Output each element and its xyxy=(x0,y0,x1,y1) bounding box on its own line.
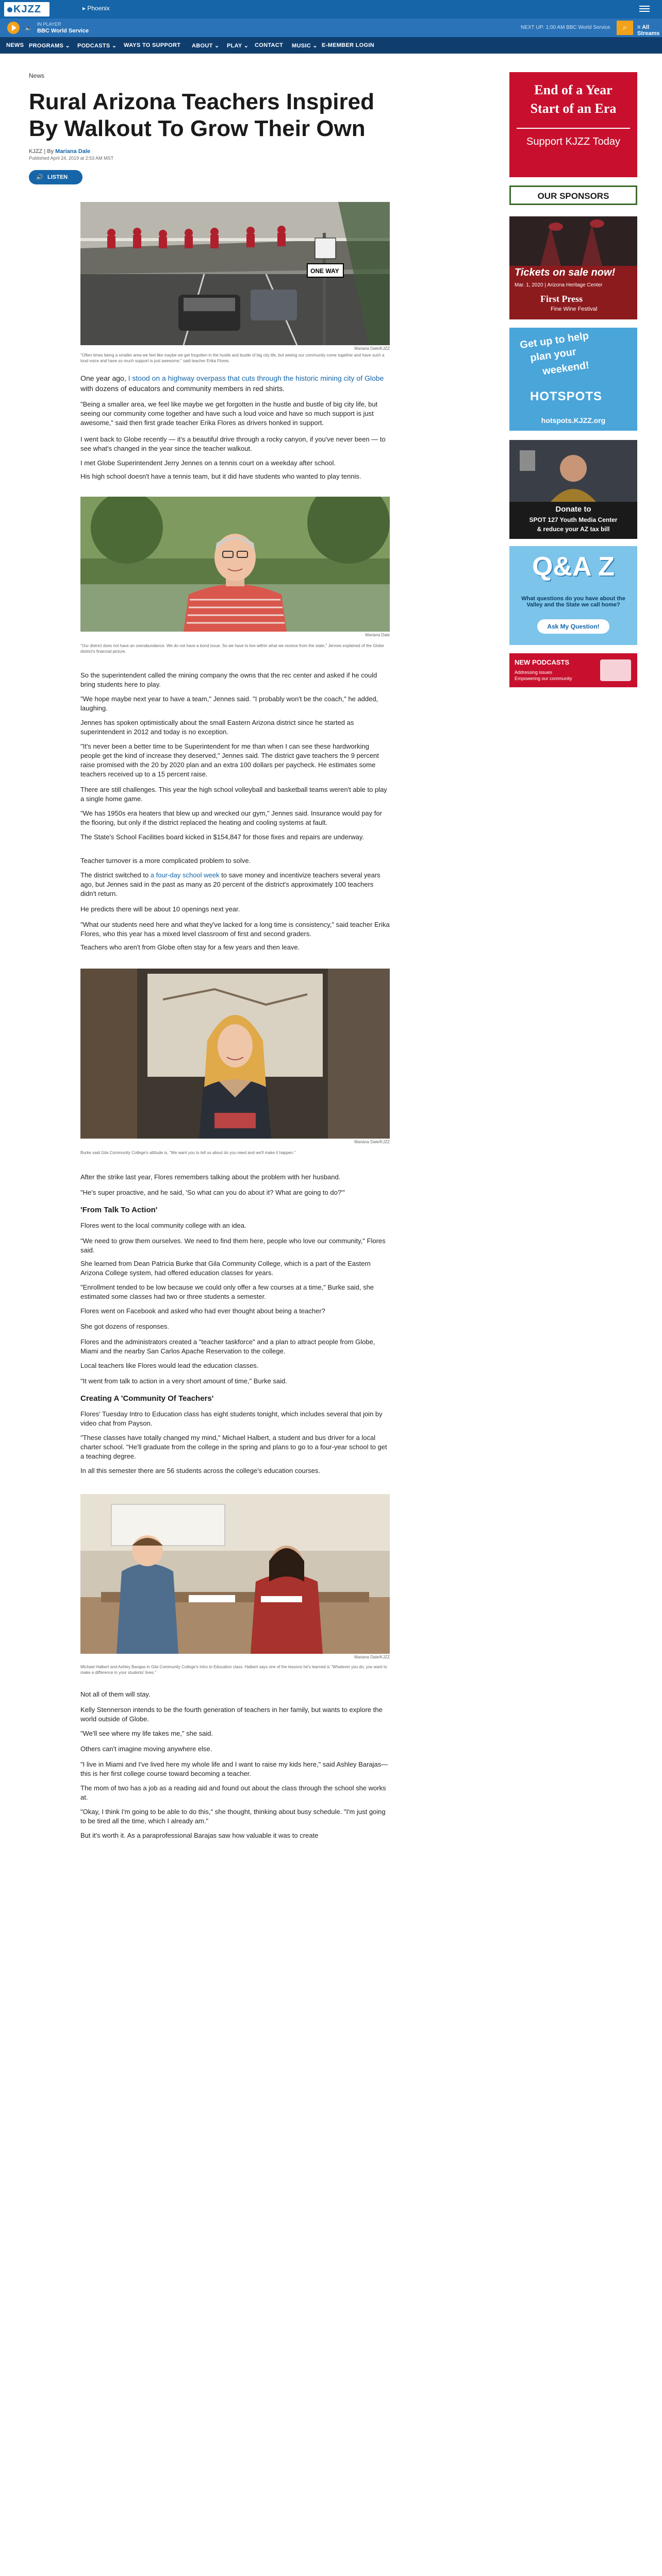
paragraph: In all this semester there are 56 students across the college's education courses. xyxy=(80,1467,320,1475)
paragraph: The mom of two has a job as a reading aid and found out about the class through the school she works at. xyxy=(80,1784,386,1801)
photo-credit: Mariana Dale xyxy=(365,633,390,637)
volume-icon[interactable]: 🔈 xyxy=(25,24,32,31)
nav-item-podcasts-label: PODCASTS xyxy=(77,43,110,49)
ad-headline: Donate to xyxy=(555,505,591,514)
photo-caption: Burke said Gila Community College's attitude is, "We want you to tell us about do you need and we'll make it happen." xyxy=(80,1150,296,1155)
logo-text: KJZZ xyxy=(13,4,41,15)
paragraph: Teacher turnover is a more complicated problem to solve. xyxy=(80,857,251,865)
section-label[interactable]: News xyxy=(29,72,45,79)
paragraph: After the strike last year, Flores remembers talking about the problem with her husband. xyxy=(80,1173,341,1181)
paragraph-pre: The district switched to xyxy=(80,871,151,879)
paragraph: But it's worth it. As a paraprofessional Barajas saw how valuable it was to create xyxy=(80,1832,319,1839)
nav-item-about[interactable]: ABOUT ⌄ xyxy=(192,43,220,49)
main-nav xyxy=(0,37,662,54)
stream-status: IN PLAYER xyxy=(37,22,61,27)
paragraph: Flores and the administrators created a "teacher taskforce" and a plan to attract people from Globe, Miami and the nearby San Carlos Apache Reservation to the college. xyxy=(80,1338,375,1355)
paragraph: "It's never been a better time to be Superintendent for me than when I can see these hardworking people get the kind of increase they deserved," Jennes said. The district gave teachers the 9 percent raise promised with the 20 by 2020 plan and an extra 100 dollars per paycheck. He estimates some teachers received up to a 15 percent raise. xyxy=(80,742,379,778)
paragraph: "We hope maybe next year to have a team," Jennes said. "I probably won't be the coach," he added, laughing. xyxy=(80,695,378,712)
nav-item-contact[interactable]: CONTACT xyxy=(255,42,284,48)
ad-brand: First Press xyxy=(540,294,583,304)
paragraph: He predicts there will be about 10 openings next year. xyxy=(80,905,240,913)
ad-subtext: Empowering our community xyxy=(515,676,572,681)
ad-tagline: & reduce your AZ tax bill xyxy=(537,526,610,533)
paragraph: Not all of them will stay. xyxy=(80,1690,151,1698)
listen-label: LISTEN xyxy=(47,174,68,180)
ad-headline: End of a Year xyxy=(534,82,613,97)
nav-item-programs-label: PROGRAMS xyxy=(29,43,64,49)
ad-headline: NEW PODCASTS xyxy=(515,658,570,666)
photo-caption: Michael Halbert and Ashley Barajas in Gila Community College's Intro to Education class. Halbert says one of the lessons he's learned is "Whatever you do, you want to make a difference in your students' lives." xyxy=(80,1665,387,1675)
nav-item-podcasts[interactable]: PODCASTS ⌄ xyxy=(77,43,117,49)
ad-headline: Get up to help xyxy=(519,330,590,351)
speaker-icon: 🔊 xyxy=(36,174,43,180)
svg-text:ONE WAY: ONE WAY xyxy=(310,267,339,275)
listen-button[interactable] xyxy=(29,170,82,184)
paragraph: The State's School Facilities board kicked in $154,847 for those fixes and repairs are underway. xyxy=(80,833,364,841)
nav-item-programs[interactable]: PROGRAMS ⌄ xyxy=(29,43,71,49)
ad-headline: weekend! xyxy=(541,359,590,378)
paragraph: I went back to Globe recently — it's a beautiful drive through a rocky canyon, if you've never been — to see what's changed in the year since the teacher walkout. xyxy=(80,435,386,452)
paragraph: Jennes has spoken optimistically about the small Eastern Arizona district since he started as superintendent in 2012 and today is no exception. xyxy=(80,719,354,736)
ad-headline: Start of an Era xyxy=(530,101,617,116)
paragraph: His high school doesn't have a tennis team, but it did have students who wanted to play tennis. xyxy=(80,472,361,480)
burke-photo xyxy=(80,969,390,1139)
nav-item-ways-to-support[interactable]: WAYS TO SUPPORT xyxy=(124,42,181,48)
next-up-label: NEXT UP: 1:00 AM BBC World Service xyxy=(521,25,610,30)
photo-caption: "Our district does not have an overabundance. We do not have a bond issue. So we have to live within what we receive from the state," Jennes explained of the Globe district's financial picture. xyxy=(80,643,384,654)
photo-caption: "Often times being a smaller area we feel like maybe we get forgotten in the hustle and bustle of big city life, but seeing our community come together and have such a loud voice and have so much support is just awesome," said teacher Erika Flores. xyxy=(80,353,385,363)
top-bar xyxy=(0,0,662,19)
paragraph: "I live in Miami and I've lived here my whole life and I want to raise my kids here," said Ashley Barajas— this is her first college course toward becoming a teacher. xyxy=(80,1760,388,1777)
classroom-photo xyxy=(80,1494,390,1654)
ad-subbrand: Fine Wine Festival xyxy=(551,306,598,312)
paragraph: Flores went to the local community college with an idea. xyxy=(80,1222,246,1229)
nav-item-music[interactable]: MUSIC ⌄ xyxy=(292,43,318,49)
paragraph: "He's super proactive, and he said, 'So what can you do about it? What are going to do?'" xyxy=(80,1189,345,1196)
paragraph: She got dozens of responses. xyxy=(80,1323,170,1330)
ad-divider xyxy=(517,128,630,129)
photo-credit: Mariana Dale/KJZZ xyxy=(354,346,390,351)
all-streams-button[interactable]: ≡ All Streams xyxy=(637,24,660,37)
search-icon[interactable]: ⌕ xyxy=(617,21,633,35)
photo-credit: Mariana Dale/KJZZ xyxy=(354,1655,390,1659)
ad-url: hotspots.KJZZ.org xyxy=(541,416,606,425)
overpass-photo xyxy=(80,202,390,345)
paragraph: One year ago, I stood on a highway overpass that cuts through the historic mining city of Globe with dozens of educators and community members in red shirts. xyxy=(80,374,384,393)
paragraph: I met Globe Superintendent Jerry Jennes on a tennis court on a weekday after school. xyxy=(80,459,336,467)
paragraph: Local teachers like Flores would lead the education classes. xyxy=(80,1362,259,1369)
paragraph: "It went from talk to action in a very short amount of time," Burke said. xyxy=(80,1377,287,1385)
hamburger-icon[interactable] xyxy=(639,4,650,14)
paragraph-rest: to save money and incentivize teachers several years ago, but Jennes said in the past as many as 20 percent of the district's approximately 100 teachers didn't return. xyxy=(80,871,380,897)
paragraph: "Being a smaller area, we feel like maybe we get forgotten in the hustle and bustle of big city life, but seeing our community come together and have such a loud voice and have so much support is just awesome," said then first grade teacher Erika Flores as drivers honked in support. xyxy=(80,400,378,427)
photo-credit: Mariana Dale/KJZZ xyxy=(354,1140,390,1144)
ad-date: Mar. 1, 2020 | Arizona Heritage Center xyxy=(515,282,603,288)
location-label: Phoenix xyxy=(87,5,110,12)
overpass-link[interactable]: I stood on a highway overpass that cuts through the historic mining city of Globe xyxy=(128,374,384,382)
superintendent-photo xyxy=(80,497,390,632)
nav-item-about-label: ABOUT xyxy=(192,43,213,49)
paragraph: So the superintendent called the mining company the owns that the rec center and asked if he could bring students here to play. xyxy=(80,671,377,688)
ad-cta: Support KJZZ Today xyxy=(526,136,620,147)
location-selector[interactable]: ▸ Phoenix xyxy=(82,5,110,12)
paragraph: "What our students need here and what they've lacked for a long time is consistency," said teacher Erika Flores, who this year has a mixed level classroom of first and second graders. xyxy=(80,921,390,938)
paragraph: There are still challenges. This year the high school volleyball and basketball teams weren't able to play a single home game. xyxy=(80,786,387,803)
nav-item-news[interactable]: NEWS xyxy=(6,42,24,48)
ad-logo: Q&A Z xyxy=(532,552,615,582)
paragraph: "We has 1950s era heaters that blew up and wrecked our gym," Jennes said. Insurance would pay for the flooring, but only if the district replaced the heating and cooling systems at fault. xyxy=(80,809,382,826)
paragraph: Others can't imagine moving anywhere else. xyxy=(80,1745,212,1753)
all-streams-label: All Streams xyxy=(637,24,660,37)
four-day-week-link[interactable]: a four-day school week xyxy=(150,871,220,879)
subheading: 'From Talk To Action' xyxy=(80,1206,158,1214)
ask-question-button[interactable]: Ask My Question! xyxy=(537,619,609,634)
ad-brand: HOTSPOTS xyxy=(530,389,603,403)
our-sponsors-label xyxy=(509,185,637,205)
paragraph xyxy=(80,871,390,899)
subheading: Creating A 'Community Of Teachers' xyxy=(80,1394,214,1403)
paragraph: She learned from Dean Patricia Burke that Gila Community College, which is a part of the Eastern Arizona College system, had offered education classes for years. xyxy=(80,1260,371,1277)
article-title: Rural Arizona Teachers Inspired By Walkout To Grow Their Own xyxy=(29,89,374,141)
published-date: Published April 24, 2019 at 2:53 AM MST xyxy=(29,156,114,161)
byline-prefix: KJZZ | By xyxy=(29,148,54,155)
paragraph: "These classes have totally changed my mind," Michael Halbert, a student and bus driver for a local charter school. "He'll graduate from the college in the spring and plans to go to a four-year school to get a teaching degree. xyxy=(80,1434,387,1460)
ad-headline: Tickets on sale now! xyxy=(515,267,616,278)
player-bar xyxy=(0,19,662,37)
ad-org: SPOT 127 Youth Media Center xyxy=(529,516,618,523)
paragraph: "Enrollment tended to be low because we could only offer a few courses at a time," Burke said, she estimated some classes had two or three students a semester. xyxy=(80,1283,374,1300)
ad-headline: plan your xyxy=(529,346,577,364)
nav-item-e-member-login[interactable]: E-MEMBER LOGIN xyxy=(322,42,374,48)
support-kjzz-ad[interactable] xyxy=(509,72,637,177)
paragraph: "We need to grow them ourselves. We need to find them here, people who love our community," Flores said. xyxy=(80,1237,386,1254)
author-link[interactable]: Mariana Dale xyxy=(55,148,91,155)
paragraph-rest: with dozens of educators and community members in red shirts. xyxy=(80,384,285,393)
paragraph: Flores went on Facebook and asked who had ever thought about being a teacher? xyxy=(80,1307,325,1315)
paragraph: "We'll see where my life takes me," she said. xyxy=(80,1730,213,1737)
paragraph: "Okay, I think I'm going to be able to do this," she thought, thinking about busy schedule. "I'm just going to be tired all the time, which I already am." xyxy=(80,1808,386,1825)
sponsors-text: OUR SPONSORS xyxy=(537,191,609,201)
paragraph: Flores' Tuesday Intro to Education class has eight students tonight, which includes several that join by video chat from Payson. xyxy=(80,1410,383,1427)
podcast-logo xyxy=(600,659,631,681)
first-press-ad[interactable] xyxy=(509,216,637,319)
kjzz-logo[interactable] xyxy=(4,2,49,16)
ad-description: What questions do you have about the Valley and the State we call home? xyxy=(521,596,625,608)
stream-name: BBC World Service xyxy=(37,28,89,34)
podcast-ad[interactable] xyxy=(509,653,637,687)
nav-item-play-label: PLAY xyxy=(227,43,242,49)
ad-subtext: Addressing issues xyxy=(515,670,553,675)
qaz-ad[interactable] xyxy=(509,546,637,645)
nav-item-play[interactable]: PLAY ⌄ xyxy=(227,43,249,49)
hotspots-ad[interactable] xyxy=(509,328,637,431)
paragraph: Kelly Stennerson intends to be the fourth generation of teachers in her family, but wants to explore the world outside of Globe. xyxy=(80,1706,383,1723)
byline xyxy=(29,148,90,155)
spot127-ad[interactable] xyxy=(509,440,637,539)
paragraph: Teachers who aren't from Globe often stay for a few years and then leave. xyxy=(80,943,300,951)
play-icon[interactable] xyxy=(7,22,20,34)
nav-item-music-label: MUSIC xyxy=(292,43,311,49)
